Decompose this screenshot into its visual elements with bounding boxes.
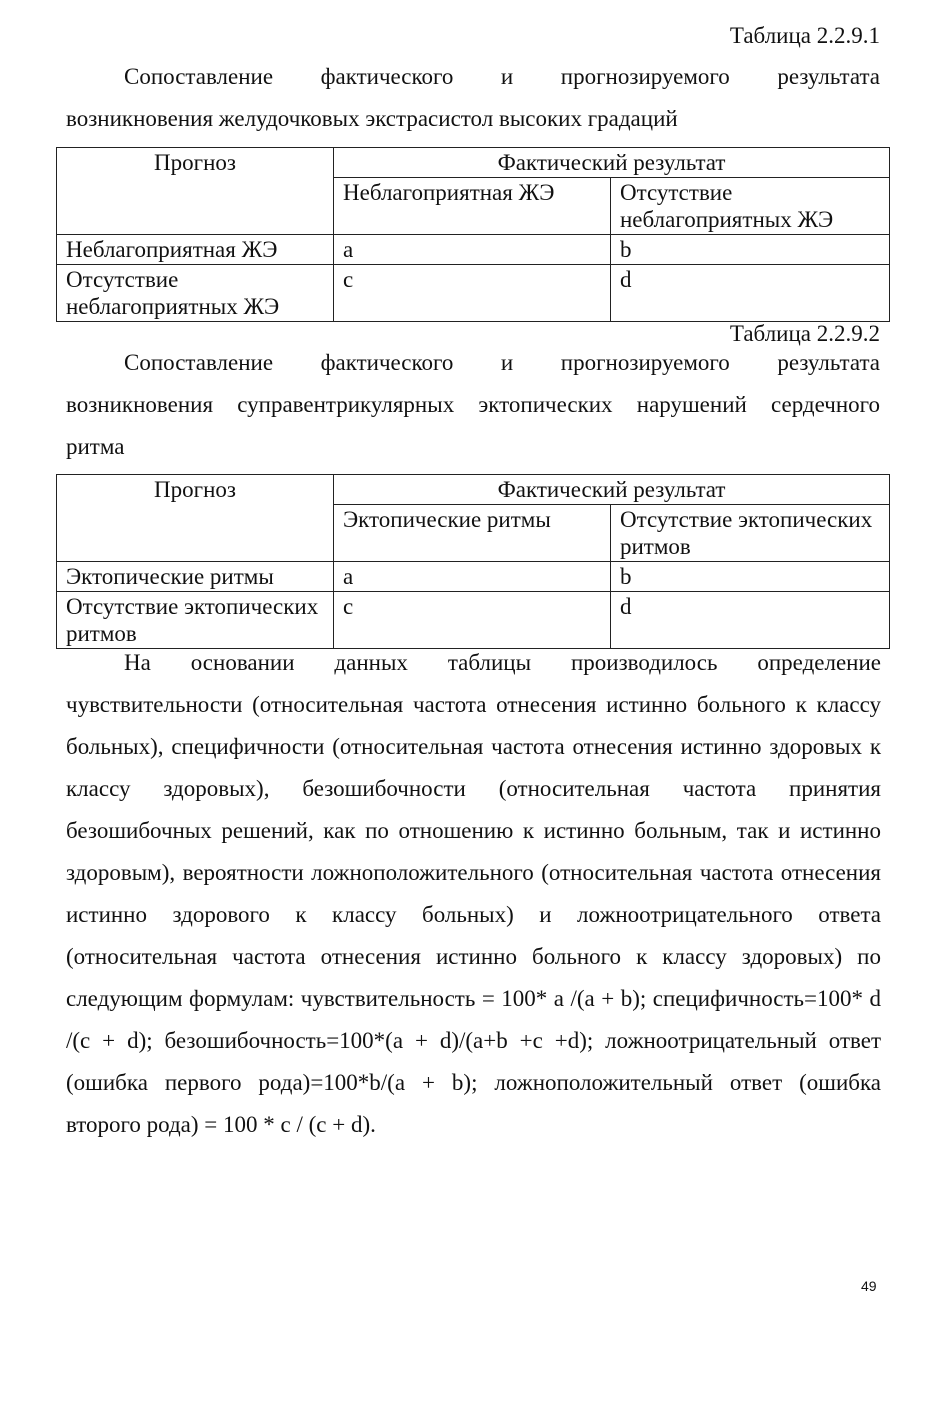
table-2-row-2-label: Отсутствие эктопических ритмов xyxy=(57,592,334,649)
table-row xyxy=(57,235,890,265)
table-row xyxy=(57,475,890,505)
body-paragraph xyxy=(66,642,881,1146)
table-1 xyxy=(56,147,890,322)
table-1-col-2-header: Отсутствие неблагоприятных ЖЭ xyxy=(611,178,890,235)
table-row xyxy=(57,562,890,592)
page-number: 49 xyxy=(861,1278,877,1294)
table-1-header-prognosis: Прогноз xyxy=(57,148,334,235)
table-1-cell-c: c xyxy=(334,265,611,322)
table-1-row-2-label: Отсутствие неблагоприятных ЖЭ xyxy=(57,265,334,322)
table-1-label: Таблица 2.2.9.1 xyxy=(729,23,880,48)
table-2-label: Таблица 2.2.9.2 xyxy=(729,321,880,346)
table-2-cell-a: a xyxy=(334,562,611,592)
paragraph-text: На основании данных таблицы производилось определение чувствительности (относительная частота отнесения истинно больного к классу больных), специфичности (относительная частота отнесения истинно здоровых к классу здоровых), безошибочности (относительная частота принятия безошибочных решений, как по отношению к истинно больным, так и истинно здоровым), вероятности ложноположительного (относительная частота отнесения истинно здорового к классу больных) и ложноотрицательного ответа (относительная частота отнесения истинно больного к классу здоровых) по следующим формулам: чувствительность = 100* a /(a + b); специфичность=100* d /(c + d); безошибочность=100*(a + d)/(a+b +c +d); ложноотрицательный ответ (ошибка первого рода)=100*b/(a + b); ложноположительный ответ (ошибка второго рода) = 100 * c / (c + d). xyxy=(66,650,881,1137)
table-2-cell-c: c xyxy=(334,592,611,649)
table-2-col-1-header: Эктопические ритмы xyxy=(334,505,611,562)
table-2-title-line-1: Сопоставление фактического и прогнозируемого результата xyxy=(124,350,880,375)
table-row xyxy=(57,148,890,178)
table-1-cell-a: a xyxy=(334,235,611,265)
table-1-col-1-header: Неблагоприятная ЖЭ xyxy=(334,178,611,235)
table-1-cell-b: b xyxy=(611,235,890,265)
table-1-title-line-2: возникновения желудочковых экстрасистол высоких градаций xyxy=(66,106,678,131)
table-2-title-line-3: ритма xyxy=(66,434,125,459)
table-1-title xyxy=(66,56,880,140)
table-1-title-line-1: Сопоставление фактического и прогнозируемого результата xyxy=(124,64,880,89)
table-2-col-2-header: Отсутствие эктопических ритмов xyxy=(611,505,890,562)
table-1-header-actual: Фактический результат xyxy=(334,148,890,178)
table-1-cell-d: d xyxy=(611,265,890,322)
table-2-header-prognosis: Прогноз xyxy=(57,475,334,562)
table-1-row-1-label: Неблагоприятная ЖЭ xyxy=(57,235,334,265)
table-2-title xyxy=(66,342,880,468)
table-2-cell-d: d xyxy=(611,592,890,649)
table-row xyxy=(57,265,890,322)
table-2-row-1-label: Эктопические ритмы xyxy=(57,562,334,592)
table-row xyxy=(57,592,890,649)
table-2-header-actual: Фактический результат xyxy=(334,475,890,505)
table-2-cell-b: b xyxy=(611,562,890,592)
table-2-title-line-2: возникновения суправентрикулярных эктопических нарушений сердечного xyxy=(66,392,880,417)
table-2 xyxy=(56,474,890,649)
